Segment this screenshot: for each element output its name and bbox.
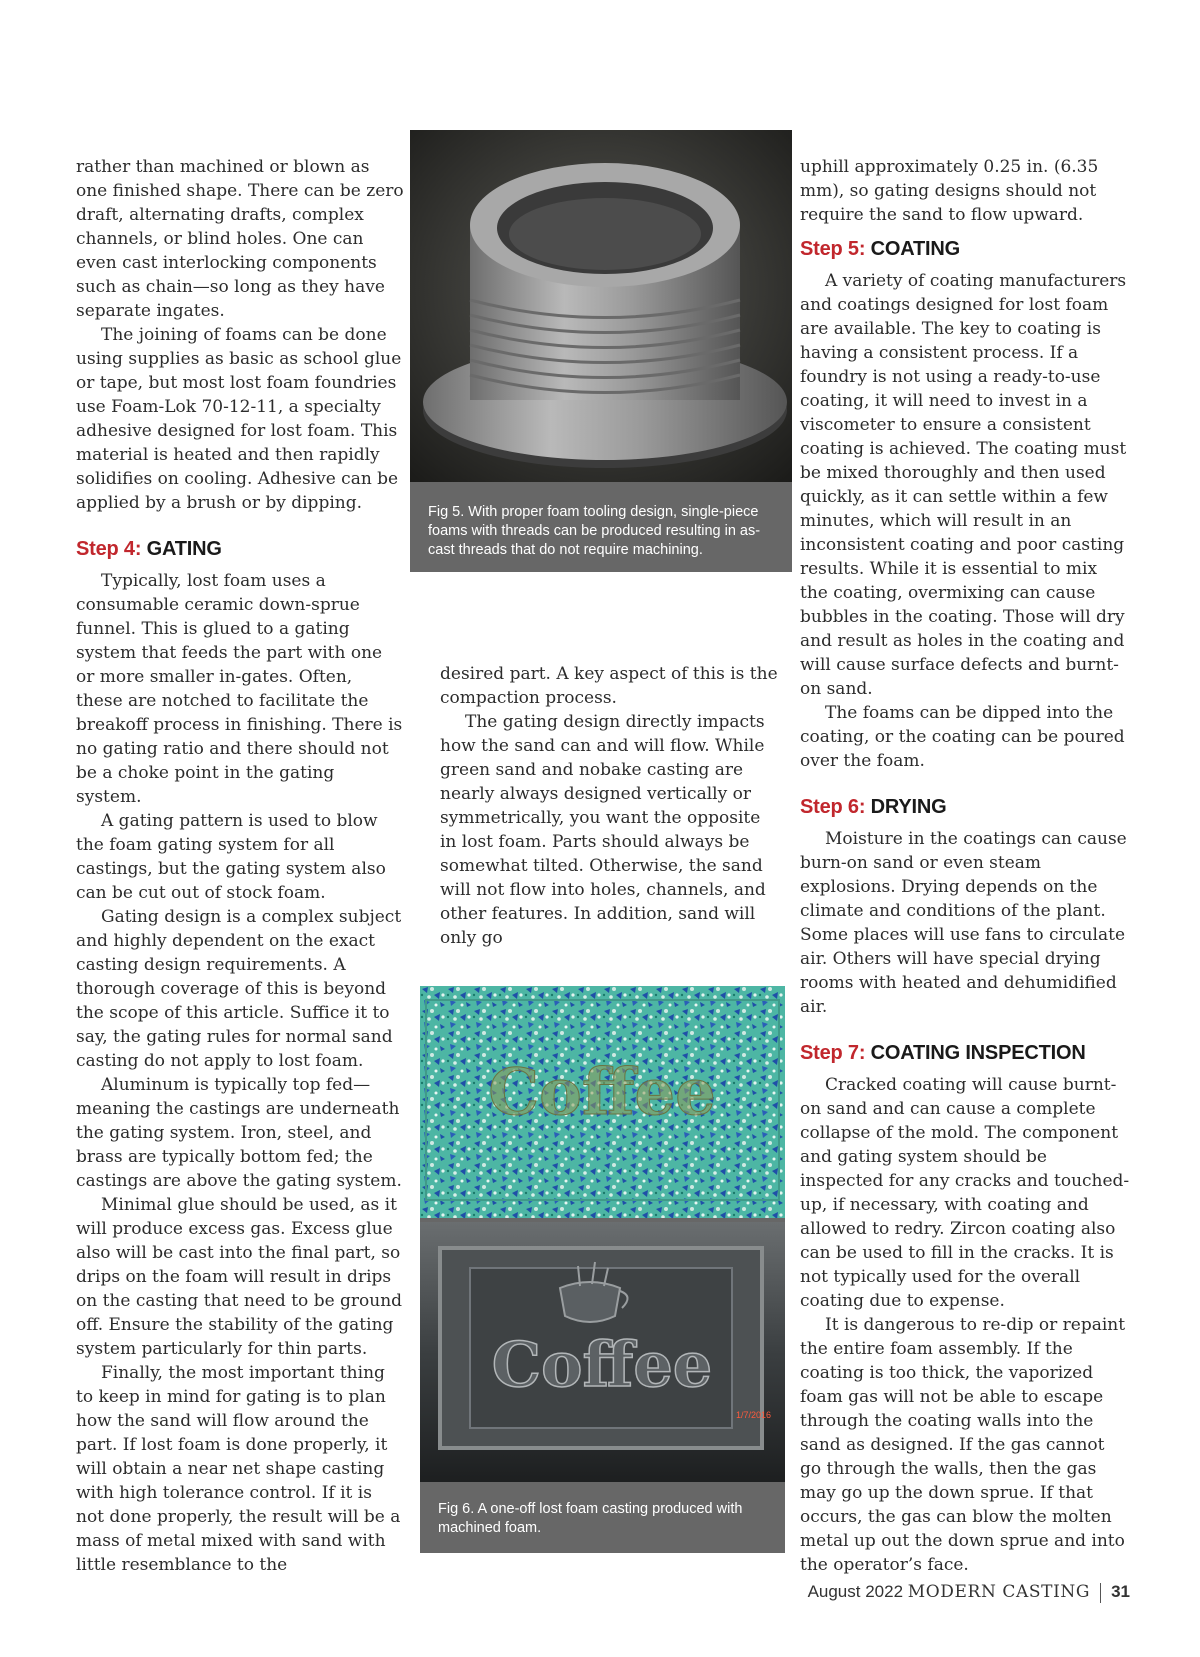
footer-divider [1100,1583,1101,1603]
threaded-ring-image [410,130,792,482]
step-title: COATING [870,238,960,260]
section-heading-coating-inspection [800,1041,1130,1065]
body-paragraph: It is dangerous to re-dip or repaint the entire foam assembly. If the coating is too thick, the vaporized foam gas will not be able to escape through the coating walls into the sand as designed. If the gas cannot go through the walls, then the gas may go up the down sprue. If that occurs, the gas can blow the molten metal up out the down sprue and into the operator’s face. [800,1315,1126,1575]
section-heading-gating [76,537,404,561]
step-number: Step 5: [800,238,866,260]
issue-date: August 2022 [807,1582,904,1601]
body-paragraph: A gating pattern is used to blow the foam gating system for all castings, but the gating system also can be cut out of stock foam. [76,811,386,903]
step-number: Step 7: [800,1042,866,1064]
page-footer [808,1582,1130,1603]
body-paragraph: Minimal glue should be used, as it will produce excess gas. Excess glue also will be cast into the final part, so drips on the foam will result in drips on the casting that need to be ground off. Ensure the stability of the gating system particularly for thin parts. [76,1195,403,1359]
foam-coffee-text: Coffee [488,1055,716,1130]
magazine-name: MODERN CASTING [907,1582,1091,1602]
figure-6 [420,986,785,1553]
column-right [800,155,1130,1577]
step-number: Step 6: [800,796,866,818]
body-paragraph: desired part. A key aspect of this is the compaction process. [440,664,778,708]
section-heading-coating [800,237,1130,261]
body-paragraph: Moisture in the coatings can cause burn-on sand or even steam explosions. Drying depends on the climate and conditions of the plant. Some places will use fans to circulate air. Others will have special drying rooms with heated and dehumidified air. [800,829,1127,1017]
figure-5-photo [410,130,792,482]
column-left [76,155,404,1577]
step-title: COATING INSPECTION [870,1042,1086,1064]
body-paragraph: uphill approximately 0.25 in. (6.35 mm), so gating designs should not require the sand to flow upward. [800,157,1099,225]
column-middle [440,662,780,950]
body-paragraph: Gating design is a complex subject and highly dependent on the exact casting design requirements. A thorough coverage of this is beyond the scope of this article. Suffice it to say, the gating rules for normal sand casting do not apply to lost foam. [76,907,402,1071]
body-paragraph: rather than machined or blown as one finished shape. There can be zero draft, alternating drafts, complex channels, or blind holes. One can even cast interlocking components such as chain—so long as they have separate ingates. [76,157,404,321]
date-stamp: 1/7/2016 [736,1410,772,1420]
body-paragraph: The gating design directly impacts how the sand can and will flow. While green sand and nobake casting are nearly always designed vertically or symmetrically, you want the opposite in lost foam. Parts should always be somewhat tilted. Otherwise, the sand will not flow into holes, channels, and other features. In addition, sand will only go [440,712,766,948]
page-number: 31 [1111,1582,1130,1601]
step-title: DRYING [870,796,947,818]
body-paragraph: The joining of foams can be done using supplies as basic as school glue or tape, but most lost foam foundries use Foam-Lok 70-12-11, a specialty adhesive designed for lost foam. This material is heated and then rapidly solidifies on cooling. Adhesive can be applied by a brush or by dipping. [76,325,402,513]
figure-5 [410,130,792,572]
body-paragraph: Cracked coating will cause burnt-on sand and can cause a complete collapse of the mold. The component and gating system should be inspected for any cracks and touched-up, if necessary, with coating and allowed to redry. Zircon coating also can be used to fill in the cracks. It is not typically used for the overall coating due to expense. [800,1075,1130,1311]
casting-coffee-text: Coffee [491,1328,713,1401]
coffee-casting-image [420,986,785,1482]
step-title: GATING [146,538,222,560]
body-paragraph: The foams can be dipped into the coating, or the coating can be poured over the foam. [800,703,1125,771]
body-paragraph: Finally, the most important thing to keep in mind for gating is to plan how the sand will flow around the part. If lost foam is done properly, it will obtain a near net shape casting with high tolerance control. If it is not done properly, the result will be a mass of metal mixed with sand with little resemblance to the [76,1363,401,1575]
figure-5-caption: Fig 5. With proper foam tooling design, single-piece foams with threads can be produced resulting in as-cast threads that do not require machining. [428,504,761,558]
figure-6-caption: Fig 6. A one-off lost foam casting produced with machined foam. [438,1501,743,1536]
body-paragraph: Typically, lost foam uses a consumable ceramic down-sprue funnel. This is glued to a gating system that feeds the part with one or more smaller in-gates. Often, these are notched to facilitate the breakoff process in finishing. There is no gating ratio and there should not be a choke point in the gating system. [76,571,403,807]
body-paragraph: A variety of coating manufacturers and coatings designed for lost foam are available. The key to coating is having a consistent process. If a foundry is not using a ready-to-use coating, it will need to invest in a viscometer to ensure a consistent coating is achieved. The coating must be mixed thoroughly and then used quickly, as it can settle within a few minutes, which will result in an inconsistent coating and poor casting results. While it is essential to mix the coating, overmixing can cause bubbles in the coating. Those will dry and result as holes in the coating and will cause surface defects and burnt-on sand. [800,271,1127,699]
step-number: Step 4: [76,538,142,560]
figure-6-photos [420,986,785,1482]
section-heading-drying [800,795,1130,819]
body-paragraph: Aluminum is typically top fed—meaning the castings are underneath the gating system. Iron, steel, and brass are typically bottom fed; the castings are above the gating system. [76,1075,402,1191]
